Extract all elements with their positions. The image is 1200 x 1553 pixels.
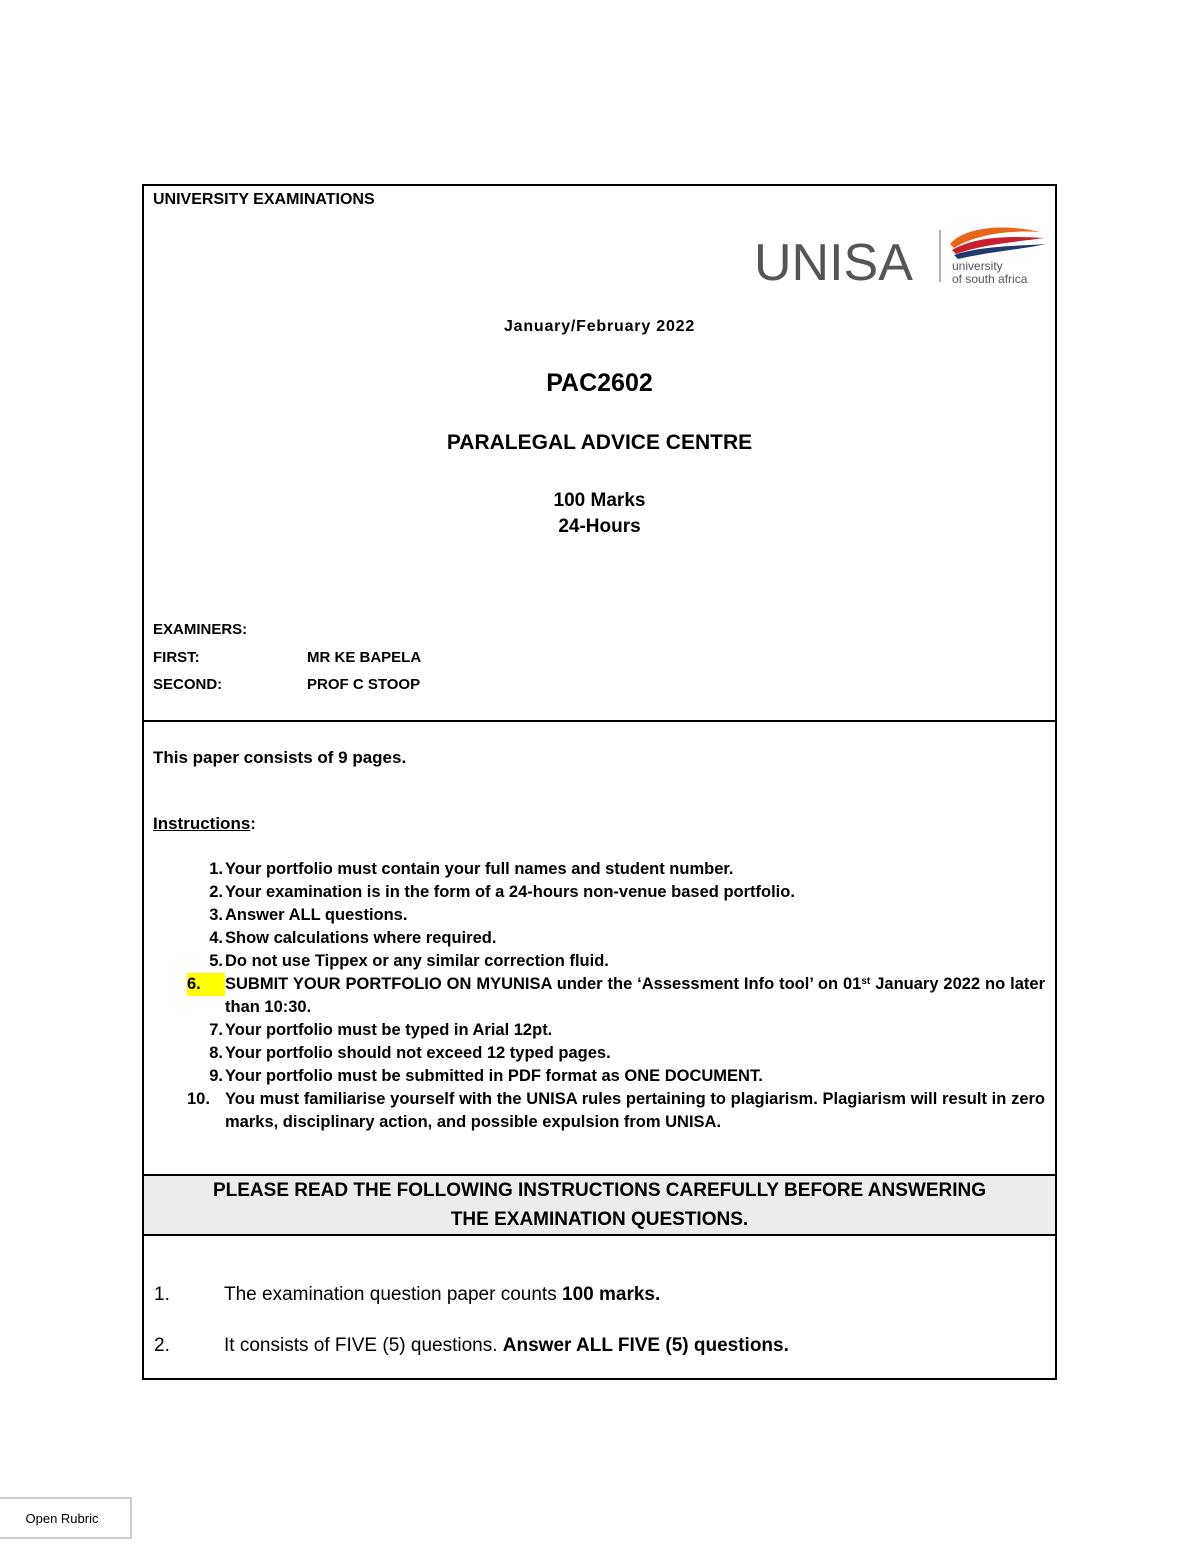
exam-session: January/February 2022 xyxy=(503,318,696,335)
examiners-heading: EXAMINERS: xyxy=(153,621,248,638)
instructions-list xyxy=(144,858,1055,1134)
exam-duration: 24-Hours xyxy=(558,516,641,537)
highlighted-number: 6. xyxy=(187,973,225,996)
logo-tagline-2: of south africa xyxy=(952,272,1028,286)
list-item: 10. You must familiarise yourself with the UNISA rules pertaining to plagiarism. Plagiarism will result in zero marks, disciplinary action, and possible expulsion from UNISA. xyxy=(187,1090,1045,1131)
list-item: 9. Your portfolio must be submitted in PDF format as ONE DOCUMENT. xyxy=(209,1067,763,1085)
instructions-section xyxy=(144,722,1055,1176)
read-instructions-banner xyxy=(144,1176,1055,1236)
banner-line-2: THE EXAMINATION QUESTIONS. xyxy=(450,1209,749,1230)
pages-note: This paper consists of 9 pages. xyxy=(153,748,407,767)
list-item: 5. Do not use Tippex or any similar correction fluid. xyxy=(209,952,609,970)
list-item: 2. Your examination is in the form of a 24-hours non-venue based portfolio. xyxy=(209,883,795,901)
first-examiner-name: MR KE BAPELA xyxy=(307,649,422,666)
list-item: 8. Your portfolio should not exceed 12 typed pages. xyxy=(209,1044,611,1062)
university-examinations-label: UNIVERSITY EXAMINATIONS xyxy=(153,191,375,208)
second-examiner-row xyxy=(153,676,421,693)
course-title: PARALEGAL ADVICE CENTRE xyxy=(446,431,753,454)
first-examiner-label: FIRST: xyxy=(153,649,200,666)
logo-tagline-1: university xyxy=(952,259,1003,273)
total-marks: 100 Marks xyxy=(553,490,646,511)
second-examiner-label: SECOND: xyxy=(153,676,223,693)
second-examiner-name: PROF C STOOP xyxy=(307,676,421,693)
list-item-highlighted: 6. SUBMIT YOUR PORTFOLIO ON MYUNISA under the ‘Assessment Info tool’ on 01st January 2022 no later than 10:30. xyxy=(187,975,1046,1016)
open-rubric-button[interactable]: Open Rubric xyxy=(0,1497,132,1539)
cover-section xyxy=(144,186,1055,722)
list-item: 4. Show calculations where required. xyxy=(209,929,497,947)
instructions-heading: Instructions: xyxy=(153,814,256,833)
list-item: 7. Your portfolio must be typed in Arial 12pt. xyxy=(209,1021,553,1039)
list-item: 1. Your portfolio must contain your full names and student number. xyxy=(209,860,734,878)
banner-line-1: PLEASE READ THE FOLLOWING INSTRUCTIONS CAREFULLY BEFORE ANSWERING xyxy=(212,1180,987,1201)
first-examiner-row xyxy=(153,649,422,666)
exam-cover-box: UNIVERSITY EXAMINATIONS UNISA university of south africa January/February 2022 PAC2602 PARALEGAL ADVICE CENTRE 100 Marks 24-Hours EXAMINERS: FIRST: MR KE BAPELA SECOND: PROF C STOOP This paper consists of 9 pages. Instructions: 1. Your portfolio must contain your full names and student number. 2. Your examination is in the form of a 24-hours non-venue based portfolio. 3. Answer ALL questions. 4. Show calculations where required. 5. Do not use Tippex or any similar correction fluid. 6. SUBMIT YOUR PORTFOLIO ON MYUNISA under the ‘Assessment Info tool’ on 01st January 2022 no later than 10:30. 7. Your portfolio must be typed in Arial 12pt. 8. Your portfolio should not exceed 12 typed pages. 9. Your portfolio must be submitted in PDF format as ONE DOCUMENT. 10. You must familiarise yourself with the UNISA rules pertaining to plagiarism. Plagiarism will result in zero marks, disciplinary action, and possible expulsion from UNISA. PLEASE READ THE FOLLOWING INSTRUCTIONS CAREFULLY BEFORE ANSWERING THE EXAMINATION QUESTIONS. 1. The examination question paper counts 100 marks. 2. It consists of FIVE (5) questions. Answer ALL FIVE (5) questions. xyxy=(142,184,1057,1380)
course-code: PAC2602 xyxy=(546,369,653,397)
unisa-logo xyxy=(754,222,1049,288)
unisa-wordmark: UNISA xyxy=(754,234,913,288)
list-item: 3. Answer ALL questions. xyxy=(209,906,408,924)
